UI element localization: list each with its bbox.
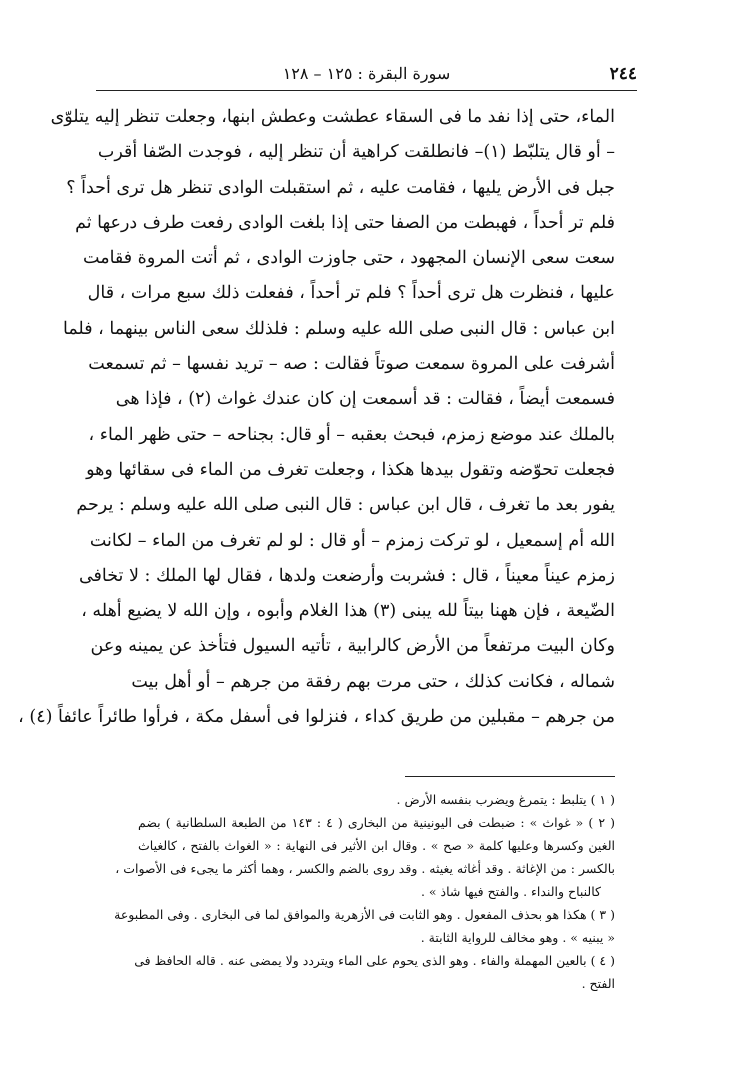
- text-line: جبل فى الأرض يليها ، فقامت عليه ، ثم استقبلت الوادى تنظر هل ترى أحداً ؟: [66, 177, 615, 198]
- footnotes: [114, 788, 615, 995]
- footnote-4-continued: الفتح .: [581, 976, 615, 991]
- text-line: سعت سعى الإنسان المجهود ، حتى جاوزت الوادى ، ثم أتت المروة فقامت: [83, 248, 615, 269]
- footnote-2-continued: بالكسر : من الإغاثة . وقد أغاثه يغيثه . وقد روى بالضم والكسر ، وهما أكثر ما يجىء فى الأصوات ،: [115, 861, 615, 876]
- text-line: زمزم عيناً معيناً ، قال : فشربت وأرضعت ولدها ، فقال لها الملك : لا تخافى: [78, 565, 615, 586]
- text-line: فسمعت أيضاً ، فقالت : قد أسمعت إن كان عندك غواث (٢) ، فإذا هى: [115, 389, 615, 410]
- footnote-3-continued: « يبنيه » . وهو مخالف للرواية الثابتة .: [420, 930, 615, 945]
- text-line: الماء، حتى إذا نفد ما فى السقاء عطشت وعطش ابنها، وجعلت تنظر إليه يتلوّى: [50, 107, 615, 127]
- text-line: شماله ، فكانت كذلك ، حتى مرت بهم رفقة من جرهم – أو أهل بيت: [131, 671, 615, 692]
- text-line: الضّيعة ، فإن ههنا بيتاً لله يبنى (٣) هذا الغلام وأبوه ، وإن الله لا يضيع أهله ،: [81, 601, 615, 622]
- text-line: من جرهم – مقبلين من طريق كداء ، فنزلوا فى أسفل مكة ، فرأوا طائراً عائفاً (٤) ،: [18, 707, 615, 728]
- footnote-2-continued: كالنباح والنداء . والفتح فيها شاذ » .: [420, 884, 601, 899]
- text-line: يفور بعد ما تغرف ، قال ابن عباس : قال النبى صلى الله عليه وسلم : يرحم: [76, 495, 615, 516]
- text-line: فلم تر أحداً ، فهبطت من الصفا حتى إذا بلغت الوادى رفعت طرف درعها ثم: [75, 212, 615, 233]
- text-line: فجعلت تحوّضه وتقول بيدها هكذا ، وجعلت تغرف من الماء فى سقائها وهو: [86, 459, 615, 480]
- footnote-1: ( ١ ) يتلبط : يتمرغ ويضرب بنفسه الأرض .: [396, 792, 615, 807]
- text-line: الله أم إسمعيل ، لو تركت زمزم – أو قال : لو لم تغرف من الماء – لكانت: [89, 530, 615, 551]
- footnote-4: ( ٤ ) بالعين المهملة والفاء . وهو الذى يحوم على الماء ويتردد ولا يمضى عنه . قاله الحافظ فى: [134, 953, 615, 968]
- page-number: ٢٤٤: [609, 64, 637, 84]
- text-line: – أو قال يتلبّط (١)– فانطلقت كراهية أن تنظر إليه ، فوجدت الصّفا أقرب: [97, 142, 615, 163]
- footnote-2-continued: الغين وكسرها وعليها كلمة « صح » . وقال ابن الأثير فى النهاية : « الغواث بالفتح ، كالغياث: [138, 838, 615, 853]
- text-line: وكان البيت مرتفعاً من الأرض كالرابية ، تأتيه السيول فتأخذ عن يمينه وعن: [90, 636, 615, 657]
- text-line: عليها ، فنظرت هل ترى أحداً ؟ فلم تر أحداً ، ففعلت ذلك سبع مرات ، قال: [87, 283, 615, 304]
- text-line: ابن عباس : قال النبى صلى الله عليه وسلم : فلذلك سعى الناس بينهما ، فلما: [62, 318, 615, 339]
- main-text: [18, 100, 615, 735]
- running-head: سورة البقرة : ١٢٥ – ١٢٨: [282, 64, 451, 83]
- page-header: [96, 60, 637, 91]
- footnote-separator: [405, 776, 615, 777]
- footnote-2: ( ٢ ) « غواث » : ضبطت فى اليونينية من البخارى ( ٤ : ١٤٣ من الطبعة السلطانية ) بضم: [138, 815, 615, 830]
- text-line: أشرفت على المروة سمعت صوتاً فقالت : صه – تريد نفسها – ثم تسمعت: [88, 354, 615, 375]
- footnote-3: ( ٣ ) هكذا هو بحذف المفعول . وهو الثابت فى الأزهرية والموافق لما فى البخارى . وفى المطبوعة: [114, 907, 615, 922]
- text-line: بالملك عند موضع زمزم، فبحث بعقبه – أو قال: بجناحه – حتى ظهر الماء ،: [88, 424, 615, 445]
